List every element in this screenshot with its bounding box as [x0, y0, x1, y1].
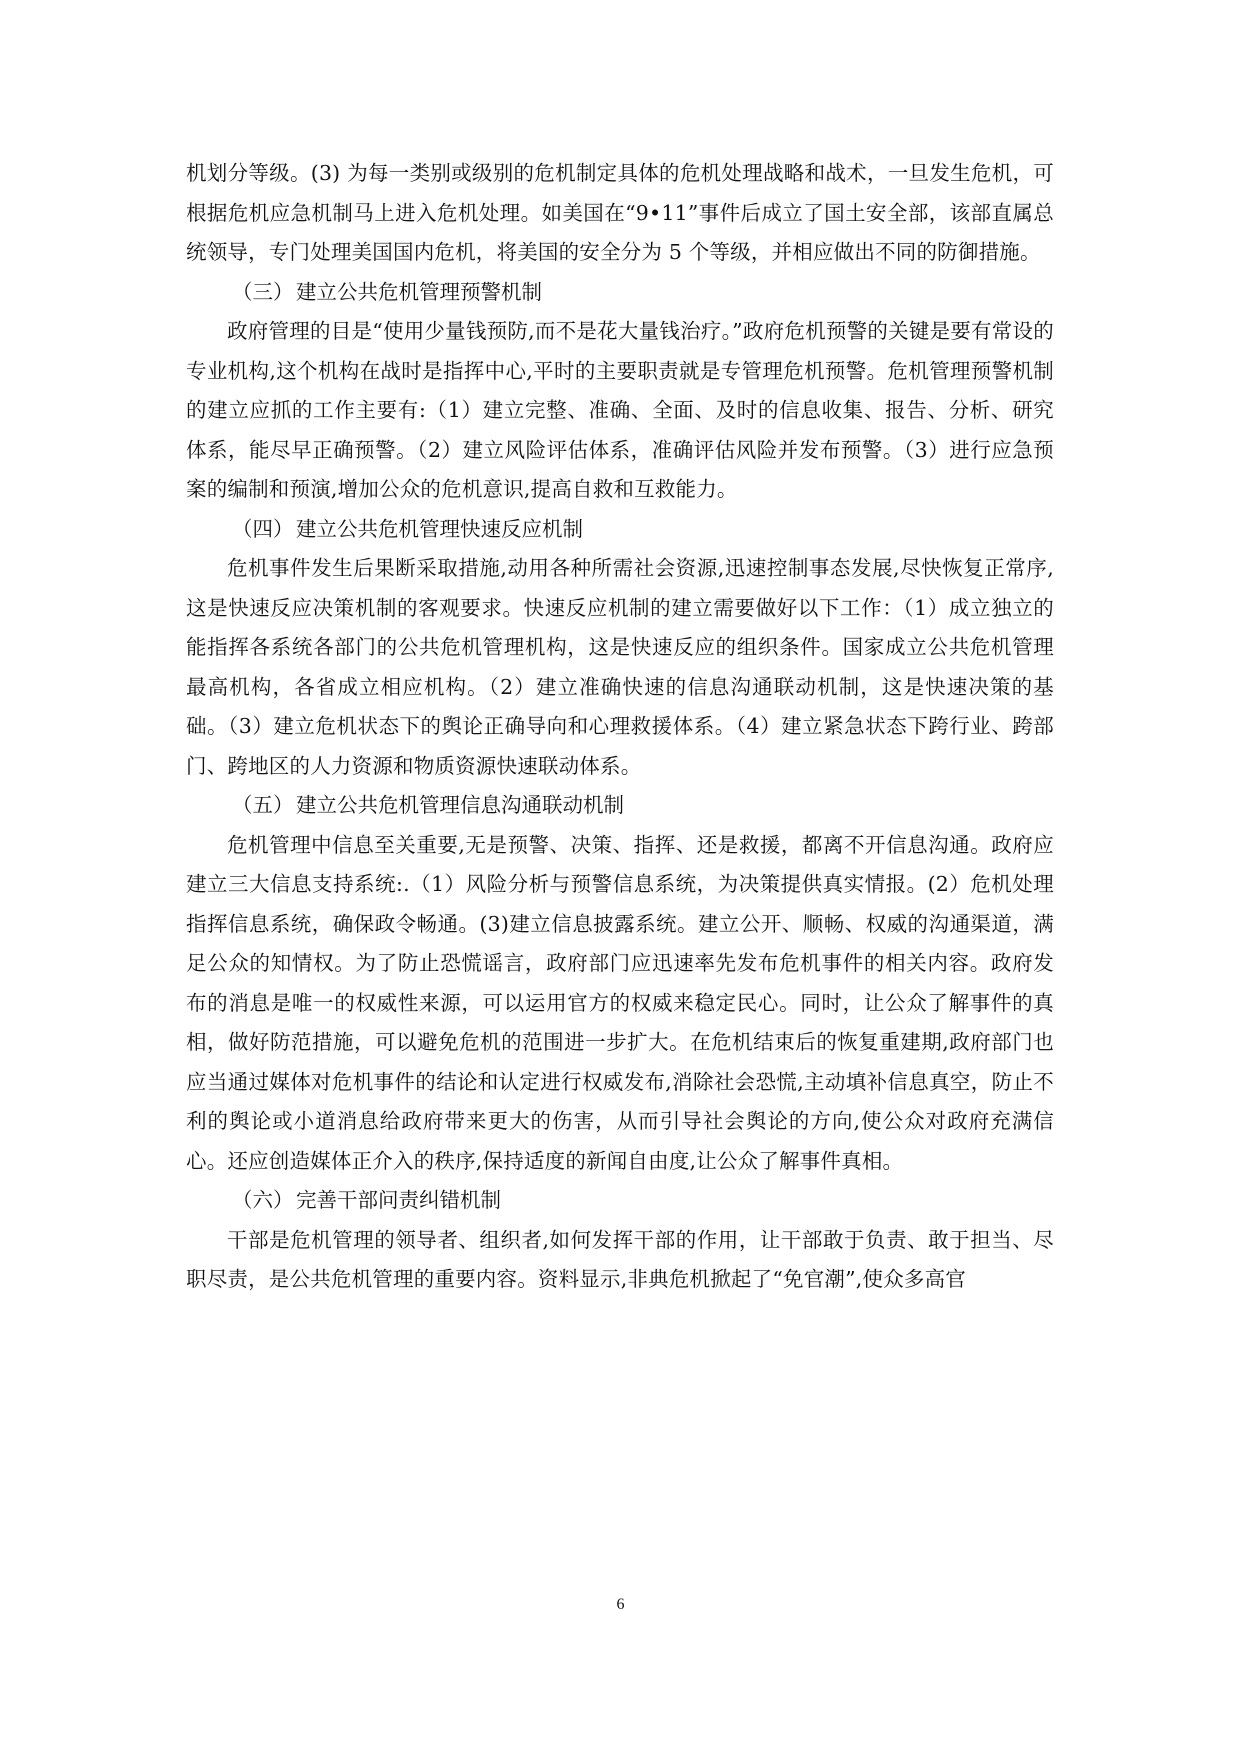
paragraph-accountability: 干部是危机管理的领导者、组织者,如何发挥干部的作用，让干部敢于负责、敢于担当、尽职尽责，是公共危机管理的重要内容。资料显示,非典危机掀起了“免官潮”,使众多高官	[186, 1227, 1054, 1291]
section-title: 建立公共危机管理预警机制	[296, 279, 542, 304]
section-title: 建立公共危机管理快速反应机制	[296, 516, 583, 541]
section-heading-3	[186, 273, 1054, 313]
paragraph-rapid-response: 危机事件发生后果断采取措施,动用各种所需社会资源,迅速控制事态发展,尽快恢复正常序,这是快速反应决策机制的客观要求。快速反应机制的建立需要做好以下工作：（1）成立独立的能指挥各系统各部门的公共危机管理机构，这是快速反应的组织条件。国家成立公共危机管理最高机构，各省成立相应机构。（2）建立准确快速的信息沟通联动机制，这是快速决策的基础。（3）建立危机状态下的舆论正确导向和心理救援体系。（4）建立紧急状态下跨行业、跨部门、跨地区的人力资源和物质资源快速联动体系。	[186, 556, 1054, 778]
paragraph-early-warning: 政府管理的目是“使用少量钱预防,而不是花大量钱治疗。”政府危机预警的关键是要有常设的专业机构,这个机构在战时是指挥中心,平时的主要职责就是专管理危机预警。危机管理预警机制的建立应抓的工作主要有:（1）建立完整、准确、全面、及时的信息收集、报告、分析、研究体系，能尽早正确预警。（2）建立风险评估体系，准确评估风险并发布预警。（3）进行应急预案的编制和预演,增加公众的危机意识,提高自救和互救能力。	[186, 319, 1054, 501]
paragraph-information: 危机管理中信息至关重要,无是预警、决策、指挥、还是救援，都离不开信息沟通。政府应建立三大信息支持系统:.（1）风险分析与预警信息系统，为决策提供真实情报。(2）危机处理指挥信息系统，确保政令畅通。(3)建立信息披露系统。建立公开、顺畅、权威的沟通渠道，满足公众的知情权。为了防止恐慌谣言，政府部门应迅速率先发布危机事件的相关内容。政府发布的消息是唯一的权威性来源，可以运用官方的权威来稳定民心。同时，让公众了解事件的真相，做好防范措施，可以避免危机的范围进一步扩大。在危机结束后的恢复重建期,政府部门也应当通过媒体对危机事件的结论和认定进行权威发布,消除社会恐慌,主动填补信息真空，防止不利的舆论或小道消息给政府带来更大的伤害，从而引导社会舆论的方向,使公众对政府充满信心。还应创造媒体正介入的秩序,保持适度的新闻自由度,让公众了解事件真相。	[186, 832, 1054, 1173]
section-heading-4	[186, 510, 1054, 550]
section-title: 完善干部问责纠错机制	[296, 1188, 501, 1212]
page-number: 6	[616, 1596, 625, 1613]
paragraph-continuation: 机划分等级。(3) 为每一类别或级别的危机制定具体的危机处理战略和战术，一旦发生危机，可根据危机应急机制马上进入危机处理。如美国在“9•11”事件后成立了国土安全部，该部直属总统领导，专门处理美国国内危机，将美国的安全分为 5 个等级，并相应做出不同的防御措施。	[186, 161, 1054, 264]
section-number: （四）	[232, 516, 294, 541]
section-number: （五）	[232, 793, 294, 817]
section-number: （三）	[232, 279, 294, 304]
section-heading-6	[186, 1181, 1054, 1221]
section-heading-5	[186, 786, 1054, 826]
page-body	[186, 154, 1054, 1300]
section-number: （六）	[232, 1188, 294, 1212]
section-title: 建立公共危机管理信息沟通联动机制	[296, 793, 624, 817]
